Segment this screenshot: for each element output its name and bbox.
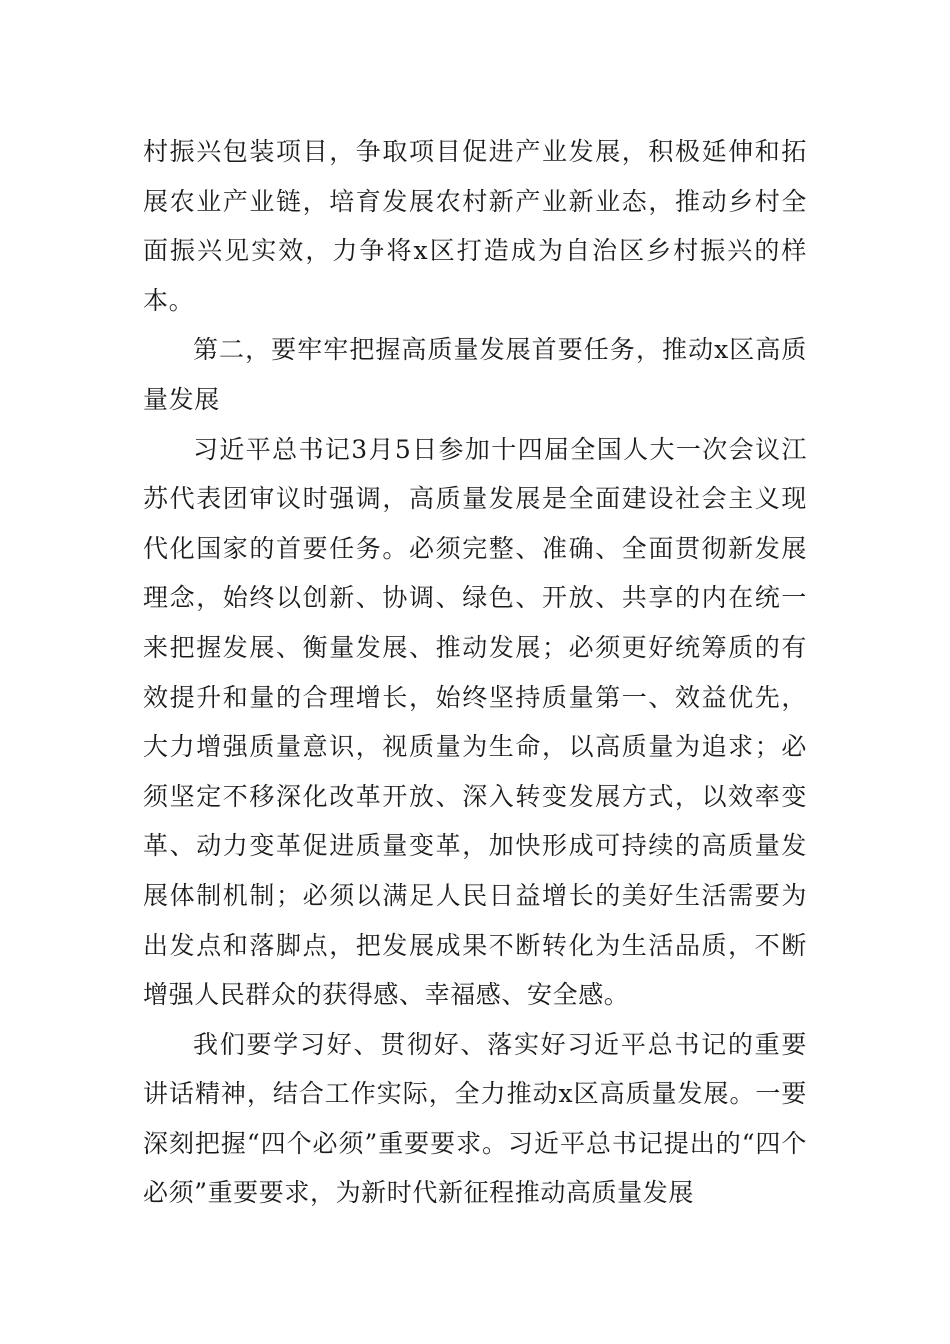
- paragraph-quote: 习近平总书记3月5日参加十四届全国人大一次会议江苏代表团审议时强调，高质量发展是全面建设社会主义现代化国家的首要任务。必须完整、准确、全面贯彻新发展理念，始终以创新、协调、绿色、开放、共享的内在统一来把握发展、衡量发展、推动发展；必须更好统筹质的有效提升和量的合理增长，始终坚持质量第一、效益优先，大力增强质量意识，视质量为生命，以高质量为追求；必须坚定不移深化改革开放、深入转变发展方式，以效率变革、动力变革促进质量变革，加快形成可持续的高质量发展体制机制；必须以满足人民日益增长的美好生活需要为出发点和落脚点，把发展成果不断转化为生活品质，不断增强人民群众的获得感、幸福感、安全感。: [143, 434, 807, 1010]
- paragraph-implementation: 我们要学习好、贯彻好、落实好习近平总书记的重要讲话精神，结合工作实际，全力推动x区高质量发展。一要深刻把握“四个必须”重要要求。习近平总书记提出的“四个必须”重要要求，为新时代新征程推动高质量发展: [143, 1029, 807, 1208]
- document-body: [143, 127, 807, 1218]
- section-heading: 第二，要牢牢把握高质量发展首要任务，推动x区高质量发展: [143, 335, 807, 414]
- paragraph-continuation: 村振兴包装项目，争取项目促进产业发展，积极延伸和拓展农业产业链，培育发展农村新产业新业态，推动乡村全面振兴见实效，力争将x区打造成为自治区乡村振兴的样本。: [143, 137, 807, 315]
